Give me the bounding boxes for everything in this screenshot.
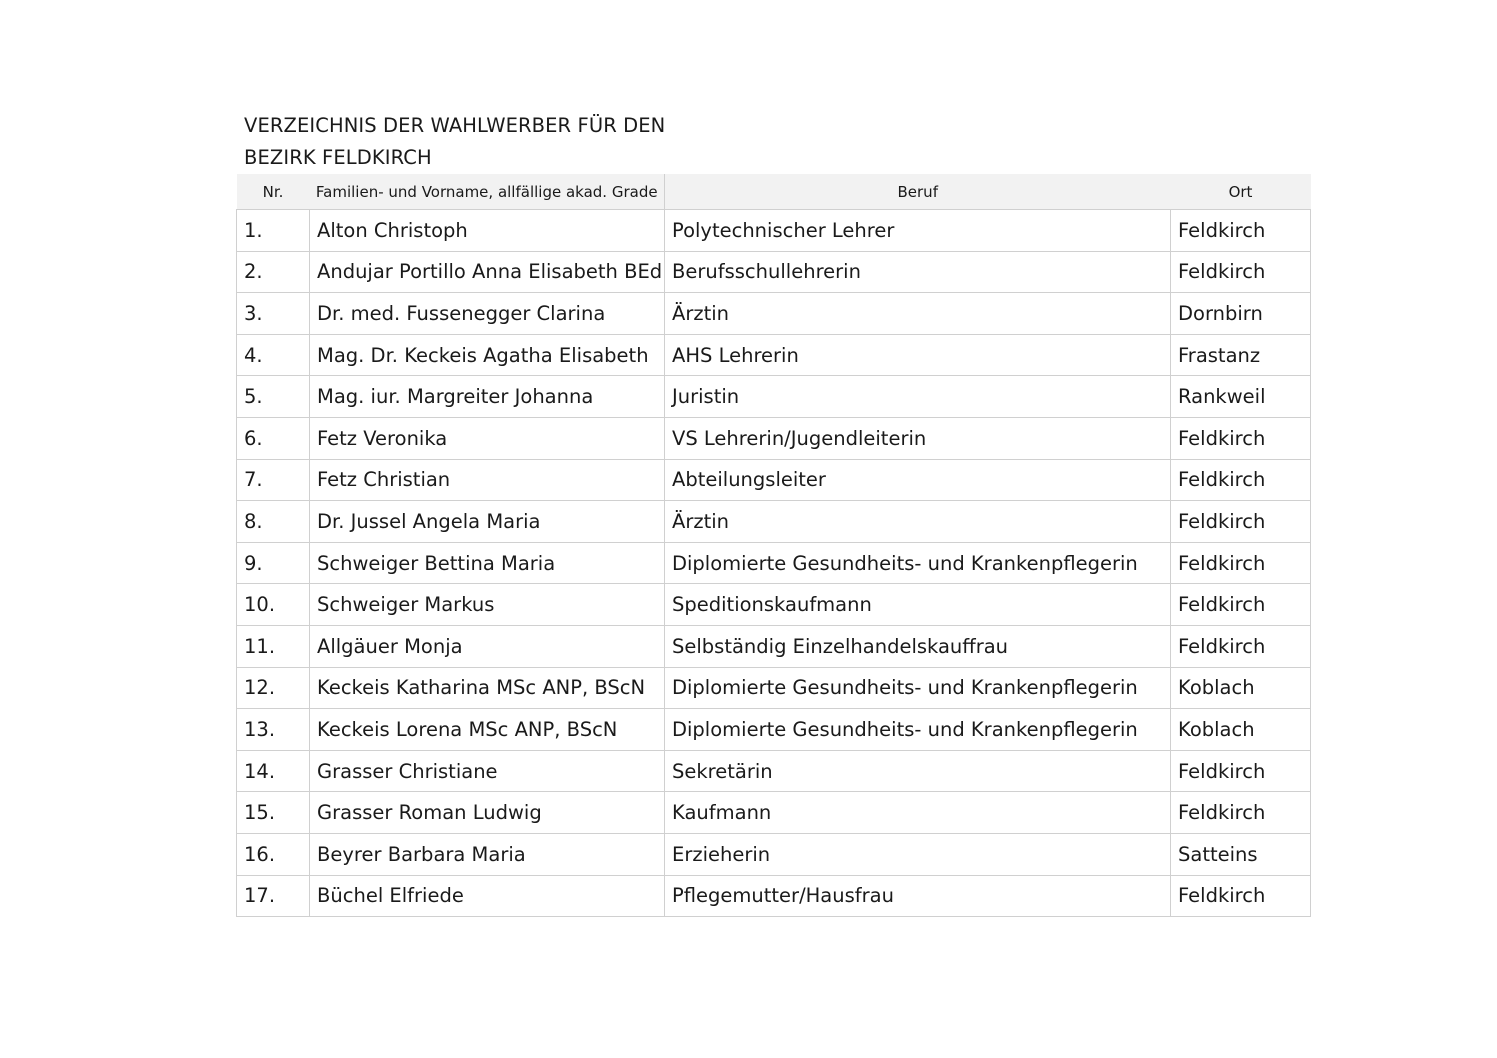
cell-ort: Feldkirch — [1171, 750, 1311, 792]
cell-name: Schweiger Bettina Maria — [310, 542, 665, 584]
cell-beruf: Diplomierte Gesundheits- und Krankenpflegerin — [665, 667, 1171, 709]
cell-nr: 12. — [237, 667, 310, 709]
table-row — [237, 417, 1311, 459]
table-row — [237, 334, 1311, 376]
cell-nr: 5. — [237, 376, 310, 418]
cell-name: Grasser Christiane — [310, 750, 665, 792]
cell-ort: Feldkirch — [1171, 625, 1311, 667]
cell-name: Keckeis Katharina MSc ANP, BScN — [310, 667, 665, 709]
cell-ort: Feldkirch — [1171, 792, 1311, 834]
cell-nr: 2. — [237, 251, 310, 293]
table-row — [237, 251, 1311, 293]
cell-ort: Feldkirch — [1171, 542, 1311, 584]
cell-beruf: Polytechnischer Lehrer — [665, 210, 1171, 252]
table-row — [237, 542, 1311, 584]
cell-nr: 7. — [237, 459, 310, 501]
table-row — [237, 792, 1311, 834]
table-row — [237, 667, 1311, 709]
header-nr: Nr. — [237, 174, 310, 210]
cell-beruf: Pflegemutter/Hausfrau — [665, 875, 1171, 917]
cell-name: Grasser Roman Ludwig — [310, 792, 665, 834]
cell-name: Schweiger Markus — [310, 584, 665, 626]
cell-nr: 16. — [237, 833, 310, 875]
cell-nr: 1. — [237, 210, 310, 252]
cell-ort: Rankweil — [1171, 376, 1311, 418]
table-row — [237, 376, 1311, 418]
table-row — [237, 833, 1311, 875]
cell-ort: Feldkirch — [1171, 459, 1311, 501]
document-title — [244, 110, 665, 174]
cell-nr: 4. — [237, 334, 310, 376]
cell-beruf: Ärztin — [665, 501, 1171, 543]
cell-beruf: Speditionskaufmann — [665, 584, 1171, 626]
cell-nr: 17. — [237, 875, 310, 917]
candidate-table — [236, 174, 1311, 917]
cell-ort: Koblach — [1171, 709, 1311, 751]
cell-ort: Frastanz — [1171, 334, 1311, 376]
cell-nr: 13. — [237, 709, 310, 751]
cell-nr: 8. — [237, 501, 310, 543]
header-ort: Ort — [1171, 174, 1311, 210]
cell-beruf: Sekretärin — [665, 750, 1171, 792]
cell-name: Dr. Jussel Angela Maria — [310, 501, 665, 543]
cell-name: Beyrer Barbara Maria — [310, 833, 665, 875]
cell-beruf: Juristin — [665, 376, 1171, 418]
cell-beruf: Selbständig Einzelhandelskauffrau — [665, 625, 1171, 667]
table-row — [237, 625, 1311, 667]
cell-beruf: Diplomierte Gesundheits- und Krankenpflegerin — [665, 709, 1171, 751]
cell-nr: 6. — [237, 417, 310, 459]
cell-nr: 9. — [237, 542, 310, 584]
cell-beruf: Erzieherin — [665, 833, 1171, 875]
cell-name: Fetz Christian — [310, 459, 665, 501]
cell-name: Allgäuer Monja — [310, 625, 665, 667]
cell-name: Andujar Portillo Anna Elisabeth BEd — [310, 251, 665, 293]
table-row — [237, 709, 1311, 751]
table-row — [237, 501, 1311, 543]
cell-nr: 10. — [237, 584, 310, 626]
cell-name: Dr. med. Fussenegger Clarina — [310, 293, 665, 335]
table-row — [237, 875, 1311, 917]
header-name: Familien- und Vorname, allfällige akad. Grade — [310, 174, 665, 210]
cell-ort: Feldkirch — [1171, 251, 1311, 293]
table-row — [237, 584, 1311, 626]
table-row — [237, 750, 1311, 792]
table-body — [237, 210, 1311, 917]
cell-ort: Feldkirch — [1171, 584, 1311, 626]
cell-name: Büchel Elfriede — [310, 875, 665, 917]
cell-name: Fetz Veronika — [310, 417, 665, 459]
cell-name: Keckeis Lorena MSc ANP, BScN — [310, 709, 665, 751]
cell-beruf: AHS Lehrerin — [665, 334, 1171, 376]
table-header-row — [237, 174, 1311, 210]
cell-ort: Satteins — [1171, 833, 1311, 875]
cell-beruf: Diplomierte Gesundheits- und Krankenpflegerin — [665, 542, 1171, 584]
table-row — [237, 210, 1311, 252]
cell-ort: Feldkirch — [1171, 417, 1311, 459]
cell-ort: Feldkirch — [1171, 210, 1311, 252]
cell-beruf: Ärztin — [665, 293, 1171, 335]
cell-beruf: VS Lehrerin/Jugendleiterin — [665, 417, 1171, 459]
cell-ort: Feldkirch — [1171, 501, 1311, 543]
title-line-1: VERZEICHNIS DER WAHLWERBER FÜR DEN — [244, 114, 666, 137]
cell-name: Mag. Dr. Keckeis Agatha Elisabeth — [310, 334, 665, 376]
header-beruf: Beruf — [665, 174, 1171, 210]
cell-beruf: Kaufmann — [665, 792, 1171, 834]
cell-name: Alton Christoph — [310, 210, 665, 252]
cell-ort: Dornbirn — [1171, 293, 1311, 335]
cell-beruf: Abteilungsleiter — [665, 459, 1171, 501]
cell-nr: 3. — [237, 293, 310, 335]
cell-nr: 11. — [237, 625, 310, 667]
cell-nr: 14. — [237, 750, 310, 792]
title-line-2: BEZIRK FELDKIRCH — [244, 146, 432, 169]
cell-ort: Feldkirch — [1171, 875, 1311, 917]
table-row — [237, 293, 1311, 335]
cell-name: Mag. iur. Margreiter Johanna — [310, 376, 665, 418]
cell-beruf: Berufsschullehrerin — [665, 251, 1171, 293]
cell-ort: Koblach — [1171, 667, 1311, 709]
cell-nr: 15. — [237, 792, 310, 834]
table-row — [237, 459, 1311, 501]
